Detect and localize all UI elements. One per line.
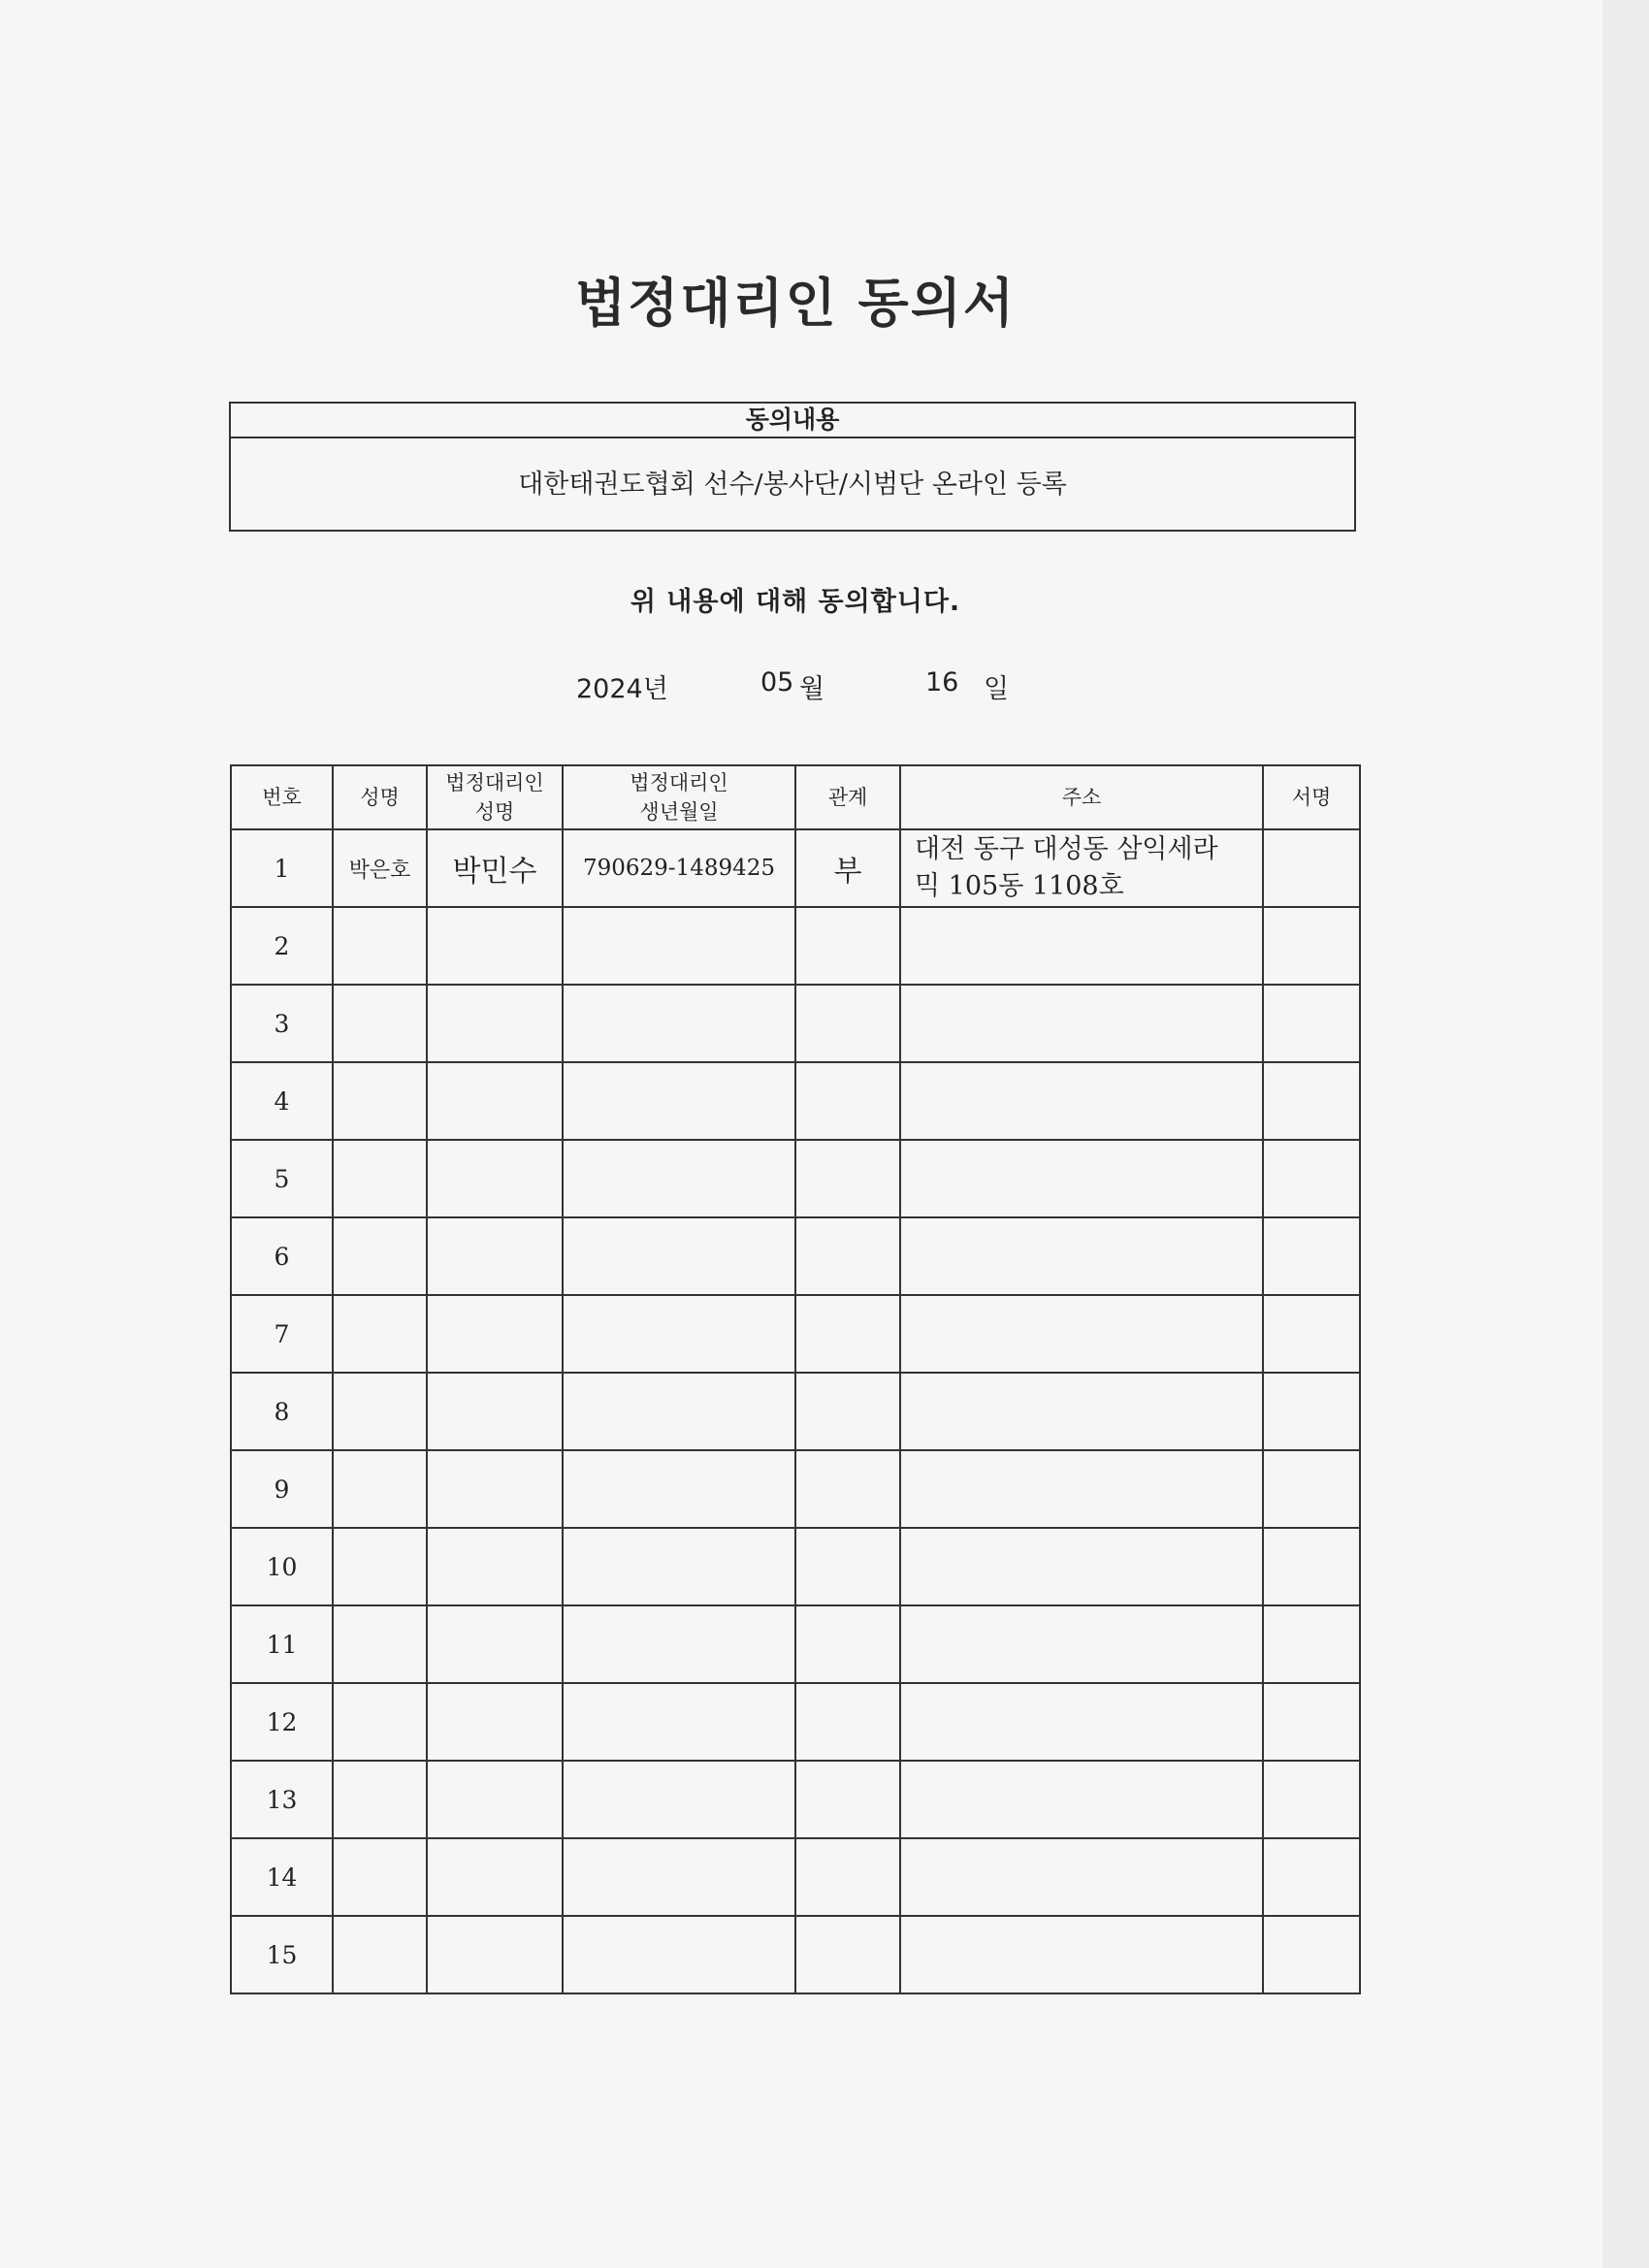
cell-address (900, 829, 1263, 907)
cell-guardian-birth (563, 1450, 795, 1528)
cell-relation (795, 1528, 900, 1605)
cell-guardian-name (427, 1916, 563, 1993)
scan-edge-shadow (1602, 0, 1649, 2268)
cell-no: 7 (231, 1295, 333, 1373)
cell-guardian-name (427, 1140, 563, 1217)
cell-address (900, 1528, 1263, 1605)
cell-address (900, 1450, 1263, 1528)
agree-statement: 위 내용에 대해 동의합니다. (630, 587, 961, 617)
cell-signature (1263, 1062, 1360, 1140)
cell-address (900, 1683, 1263, 1761)
cell-address (900, 1916, 1263, 1993)
cell-guardian-name (427, 1683, 563, 1761)
cell-guardian-birth (563, 1295, 795, 1373)
cell-no: 12 (231, 1683, 333, 1761)
cell-guardian-birth (563, 1528, 795, 1605)
date-day-unit: 일 (984, 674, 1010, 704)
cell-signature (1263, 1838, 1360, 1916)
cell-guardian-name (427, 1838, 563, 1916)
table-row (231, 1605, 1360, 1683)
cell-signature (1263, 1450, 1360, 1528)
cell-relation (795, 1605, 900, 1683)
table-row (231, 1295, 1360, 1373)
cell-no: 14 (231, 1838, 333, 1916)
cell-no: 10 (231, 1528, 333, 1605)
cell-relation (795, 1916, 900, 1993)
table-row (231, 1761, 1360, 1838)
table-row (231, 1528, 1360, 1605)
cell-address (900, 1140, 1263, 1217)
cell-no: 4 (231, 1062, 333, 1140)
cell-relation (795, 907, 900, 985)
consent-box (229, 402, 1356, 532)
table-row (231, 1838, 1360, 1916)
cell-relation: 부 (795, 829, 900, 907)
consent-body: 대한태권도협회 선수/봉사단/시범단 온라인 등록 (518, 470, 1067, 500)
cell-relation (795, 1683, 900, 1761)
cell-guardian-name (427, 1605, 563, 1683)
header-relation: 관계 (795, 765, 900, 829)
cell-address (900, 1605, 1263, 1683)
cell-relation (795, 1450, 900, 1528)
date-month: 05 (760, 667, 794, 697)
cell-address (900, 985, 1263, 1062)
cell-name (333, 1528, 427, 1605)
cell-name (333, 1605, 427, 1683)
cell-signature (1263, 1761, 1360, 1838)
guardian-roster-table (230, 764, 1361, 1994)
cell-relation (795, 1373, 900, 1450)
cell-guardian-name (427, 1217, 563, 1295)
header-signature: 서명 (1263, 765, 1360, 829)
header-guardian-birth-line1: 법정대리인 (630, 771, 728, 794)
cell-address-line2: 믹 105동 1108호 (915, 871, 1124, 901)
cell-name (333, 1373, 427, 1450)
cell-guardian-birth (563, 907, 795, 985)
cell-guardian-birth (563, 1217, 795, 1295)
cell-address (900, 1373, 1263, 1450)
cell-address (900, 1217, 1263, 1295)
header-guardian-birth (563, 765, 795, 829)
cell-guardian-birth (563, 1062, 795, 1140)
cell-relation (795, 985, 900, 1062)
cell-name (333, 1217, 427, 1295)
cell-signature (1263, 907, 1360, 985)
cell-signature (1263, 1916, 1360, 1993)
cell-guardian-birth (563, 1916, 795, 1993)
cell-guardian-birth (563, 1373, 795, 1450)
cell-guardian-birth: 790629-1489425 (563, 829, 795, 907)
cell-relation (795, 1140, 900, 1217)
cell-relation (795, 1838, 900, 1916)
header-name: 성명 (333, 765, 427, 829)
header-no: 번호 (231, 765, 333, 829)
cell-no: 2 (231, 907, 333, 985)
document-title: 법정대리인 동의서 (574, 273, 1017, 334)
cell-no: 13 (231, 1761, 333, 1838)
cell-relation (795, 1062, 900, 1140)
header-guardian-name-line1: 법정대리인 (445, 771, 544, 794)
cell-guardian-name (427, 1761, 563, 1838)
cell-relation (795, 1217, 900, 1295)
table-header-row (231, 765, 1360, 829)
cell-name (333, 1683, 427, 1761)
cell-guardian-name (427, 1295, 563, 1373)
cell-name (333, 1295, 427, 1373)
cell-guardian-birth (563, 1838, 795, 1916)
table-row (231, 985, 1360, 1062)
cell-guardian-birth (563, 1761, 795, 1838)
cell-no: 1 (231, 829, 333, 907)
cell-name (333, 1838, 427, 1916)
table-row (231, 1062, 1360, 1140)
table-row (231, 829, 1360, 907)
cell-name (333, 985, 427, 1062)
cell-signature (1263, 1683, 1360, 1761)
cell-address (900, 1838, 1263, 1916)
cell-signature (1263, 985, 1360, 1062)
cell-signature (1263, 1373, 1360, 1450)
cell-name (333, 907, 427, 985)
cell-guardian-birth (563, 1683, 795, 1761)
cell-name (333, 1062, 427, 1140)
cell-no: 9 (231, 1450, 333, 1528)
cell-name (333, 1916, 427, 1993)
cell-address (900, 1062, 1263, 1140)
consent-header: 동의내용 (231, 404, 1354, 438)
cell-no: 3 (231, 985, 333, 1062)
date-day: 16 (925, 667, 959, 697)
table-row (231, 1916, 1360, 1993)
date-month-unit: 월 (799, 674, 825, 704)
cell-name (333, 1140, 427, 1217)
table-row (231, 1683, 1360, 1761)
cell-name (333, 1450, 427, 1528)
cell-no: 6 (231, 1217, 333, 1295)
cell-guardian-name (427, 907, 563, 985)
cell-guardian-name (427, 1450, 563, 1528)
cell-no: 15 (231, 1916, 333, 1993)
table-row (231, 907, 1360, 985)
cell-name: 박은호 (333, 829, 427, 907)
cell-signature (1263, 1295, 1360, 1373)
cell-relation (795, 1761, 900, 1838)
header-guardian-birth-line2: 생년월일 (639, 800, 719, 824)
cell-address (900, 1761, 1263, 1838)
table-row (231, 1450, 1360, 1528)
cell-signature (1263, 1605, 1360, 1683)
cell-relation (795, 1295, 900, 1373)
table-row (231, 1217, 1360, 1295)
cell-guardian-birth (563, 985, 795, 1062)
cell-guardian-name (427, 1373, 563, 1450)
cell-signature (1263, 1528, 1360, 1605)
cell-guardian-name: 박민수 (427, 829, 563, 907)
table-row (231, 1140, 1360, 1217)
table-row (231, 1373, 1360, 1450)
cell-no: 5 (231, 1140, 333, 1217)
table-body (231, 829, 1360, 1993)
cell-guardian-name (427, 1062, 563, 1140)
cell-address (900, 1295, 1263, 1373)
header-address: 주소 (900, 765, 1263, 829)
cell-address (900, 907, 1263, 985)
cell-no: 11 (231, 1605, 333, 1683)
cell-guardian-name (427, 1528, 563, 1605)
cell-no: 8 (231, 1373, 333, 1450)
cell-name (333, 1761, 427, 1838)
cell-address-line1: 대전 동구 대성동 삼익세라 (915, 834, 1218, 864)
cell-signature (1263, 829, 1360, 907)
cell-guardian-name (427, 985, 563, 1062)
cell-signature (1263, 1217, 1360, 1295)
date-year: 2024년 (576, 674, 668, 704)
cell-guardian-birth (563, 1140, 795, 1217)
header-guardian-name (427, 765, 563, 829)
header-guardian-name-line2: 성명 (474, 800, 515, 824)
cell-guardian-birth (563, 1605, 795, 1683)
cell-signature (1263, 1140, 1360, 1217)
